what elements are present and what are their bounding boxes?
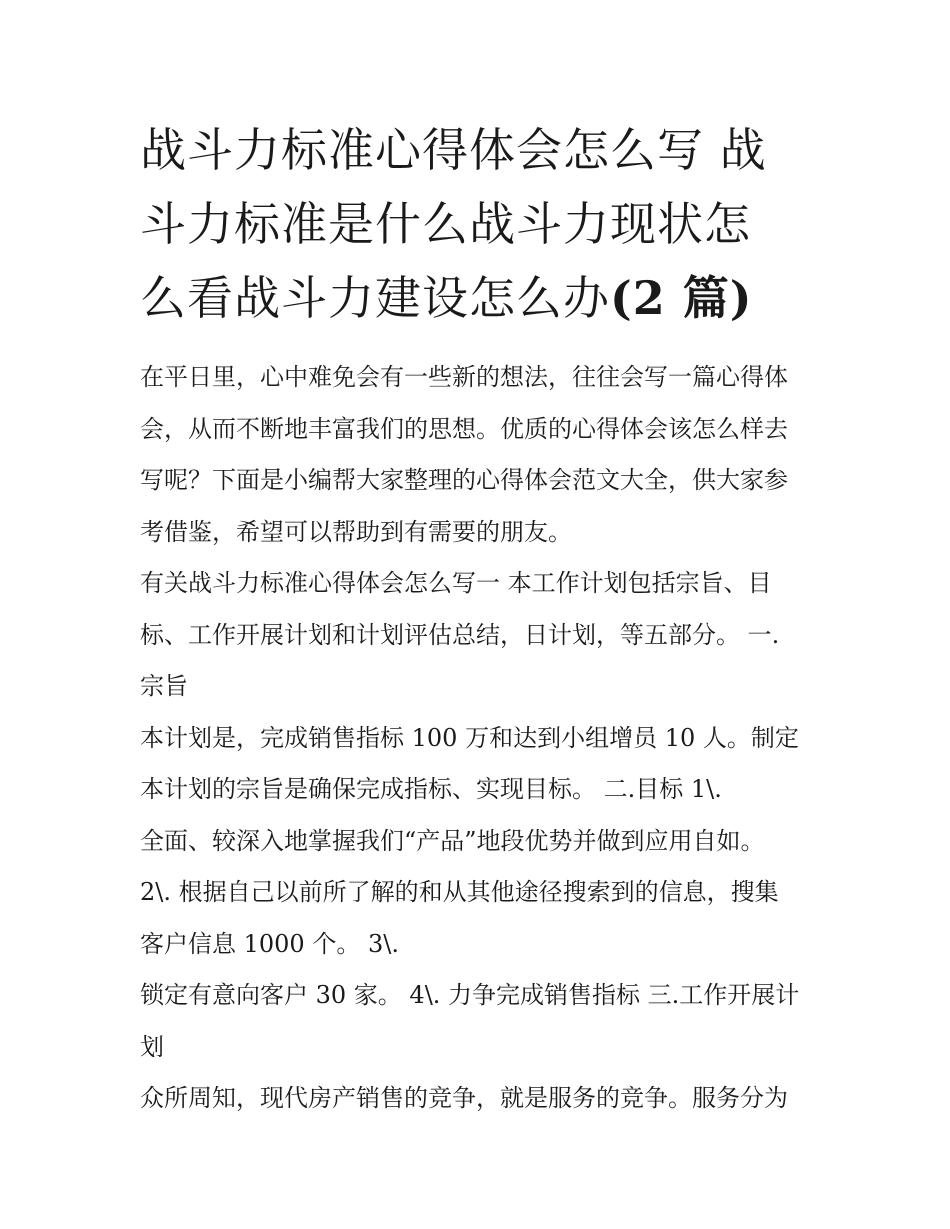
body-line: 标、工作开展计划和计划评估总结，日计划，等五部分。 一.	[140, 620, 780, 649]
body-line: 2\. 根据自己以前所了解的和从其他途径搜索到的信息，搜集	[140, 878, 779, 906]
body-line: 本计划的宗旨是确保完成指标、实现目标。 二.目标 1\.	[140, 775, 722, 803]
document-title	[140, 113, 815, 335]
title-line-3: 么看战斗力建设怎么办	[140, 271, 610, 325]
body-line: 全面、较深入地掌握我们“产品”地段优势并做到应用自如。	[140, 826, 765, 855]
title-line-1: 战斗力标准心得体会怎么写 战	[140, 123, 767, 177]
body-line: 客户信息 1000 个。 3\.	[140, 929, 399, 958]
body-line: 考借鉴，希望可以帮助到有需要的朋友。	[140, 517, 572, 546]
title-line-2: 斗力标准是什么战斗力现状怎	[140, 197, 751, 251]
body-line: 划	[140, 1032, 164, 1061]
body-line: 会，从而不断地丰富我们的思想。优质的心得体会该怎么样去	[140, 414, 788, 443]
body-line: 本计划是，完成销售指标 100 万和达到小组增员 10 人。制定	[140, 723, 799, 752]
body-line: 写呢？下面是小编帮大家整理的心得体会范文大全，供大家参	[140, 466, 788, 494]
body-line: 众所周知，现代房产销售的竞争，就是服务的竞争。服务分为	[140, 1084, 788, 1112]
body-line: 有关战斗力标准心得体会怎么写一 本工作计划包括宗旨、目	[140, 569, 772, 597]
title-tail: (2 篇)	[610, 271, 753, 325]
document-body	[140, 352, 820, 1125]
body-line: 锁定有意向客户 30 家。 4\. 力争完成销售指标 三.工作开展计	[140, 981, 800, 1009]
body-line: 在平日里，心中难免会有一些新的想法，往往会写一篇心得体	[140, 363, 788, 391]
body-line: 宗旨	[140, 672, 188, 700]
